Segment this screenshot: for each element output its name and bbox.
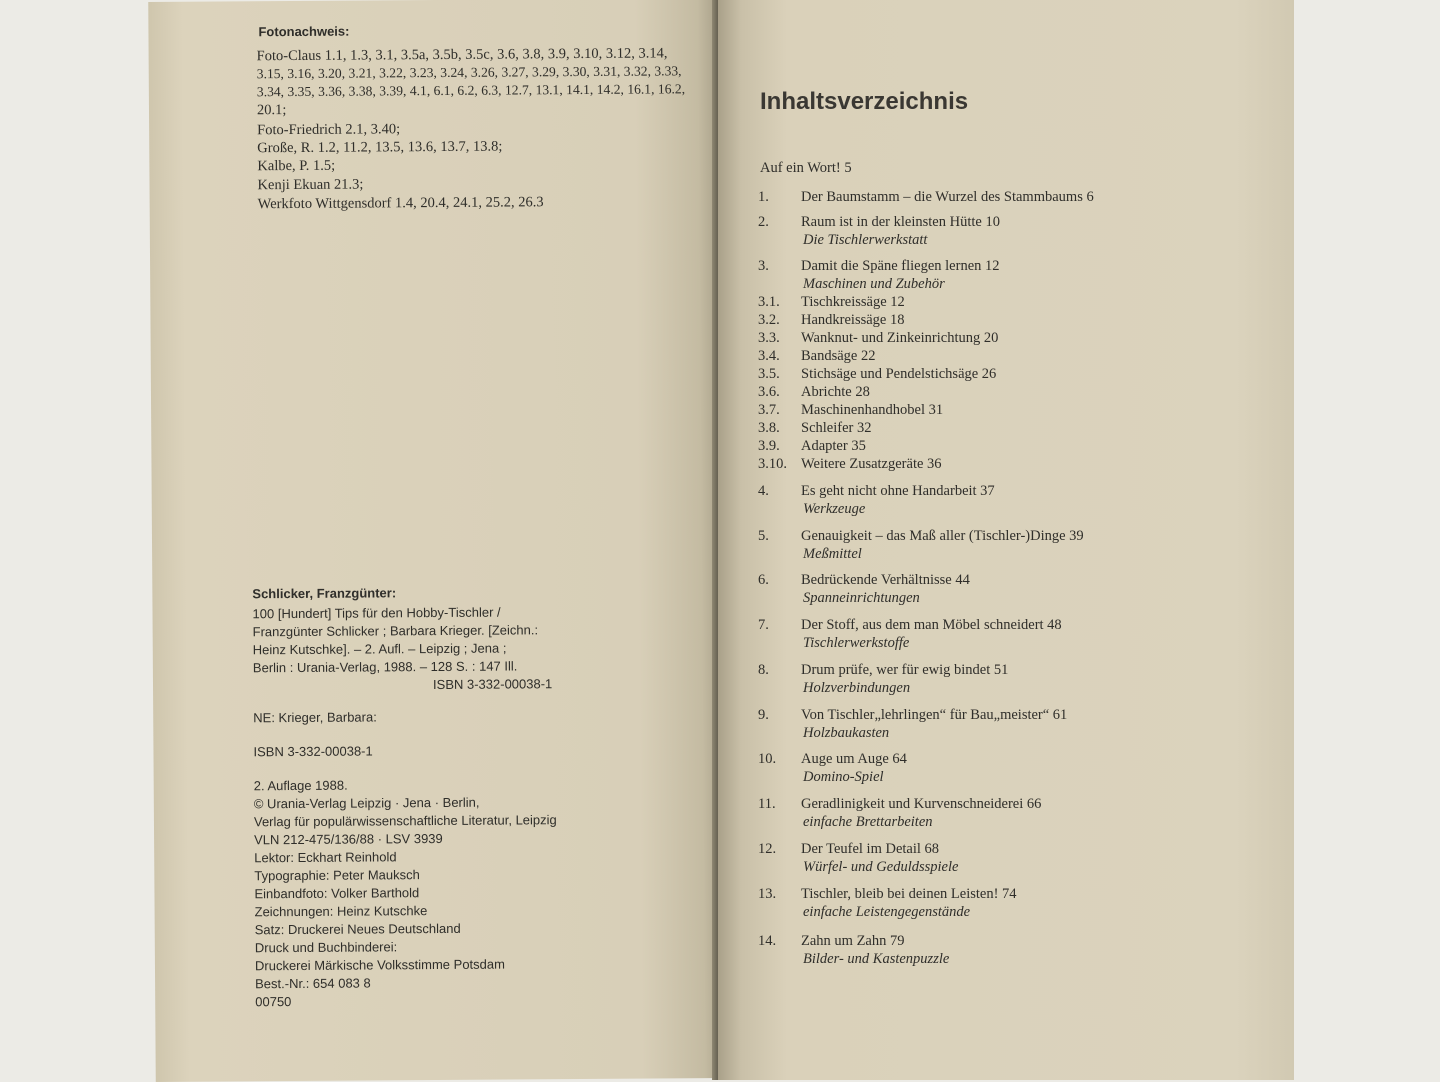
imprint-line: Druck und Buchbinderei: (254, 939, 398, 956)
imprint-line: Zeichnungen: Heinz Kutschke (254, 903, 428, 920)
photo-credits-heading: Fotonachweis: (258, 23, 350, 40)
toc-entry-title: Auge um Auge 64 (801, 751, 907, 767)
imprint-line: 2. Auflage 1988. (253, 777, 348, 794)
catalog-line: Berlin : Urania-Verlag, 1988. – 128 S. : 147 Ill. (252, 658, 518, 676)
credit-line: 3.15, 3.16, 3.20, 3.21, 3.22, 3.23, 3.24, 3.26, 3.27, 3.29, 3.30, 3.31, 3.32, 3.33, (256, 63, 682, 82)
imprint-line: Satz: Druckerei Neues Deutschland (254, 920, 461, 938)
toc-entry-title: Bedrückende Verhältnisse 44 (801, 572, 970, 588)
toc-entry-number: 10. (758, 751, 777, 767)
toc-entry-subtitle: Spanneinrichtungen (803, 590, 920, 606)
toc-entry-number: 12. (758, 841, 777, 857)
credit-line: Kenji Ekuan 21.3; (257, 176, 364, 194)
imprint-line: 00750 (255, 994, 292, 1010)
credit-line: Kalbe, P. 1.5; (257, 157, 336, 175)
catalog-ne: NE: Krieger, Barbara: (253, 709, 377, 726)
imprint-line: Verlag für populärwissenschaftliche Literatur, Leipzig (253, 812, 557, 830)
toc-entry-subtitle: Holzbaukasten (803, 725, 890, 741)
toc-entry-subtitle: Werkzeuge (803, 501, 866, 517)
toc-entry-number: 11. (758, 796, 776, 812)
toc-entry-title: Stichsäge und Pendelstichsäge 26 (801, 366, 997, 382)
toc-entry-title: Der Teufel im Detail 68 (801, 841, 940, 857)
toc-entry-subtitle: einfache Leistengegenstände (803, 904, 971, 920)
toc-intro: Auf ein Wort! 5 (760, 160, 852, 176)
catalog-author: Schlicker, Franzgünter: (252, 585, 397, 602)
imprint-line: Best.-Nr.: 654 083 8 (255, 975, 371, 992)
toc-title: Inhaltsverzeichnis (760, 88, 969, 115)
toc-entry-number: 3.6. (758, 384, 780, 400)
toc-entry-subtitle: Tischlerwerkstoffe (803, 635, 910, 651)
credit-line: 3.34, 3.35, 3.36, 3.38, 3.39, 4.1, 6.1, 6.2, 6.3, 12.7, 13.1, 14.1, 14.2, 16.1, 16.2, (256, 81, 686, 100)
imprint-line: © Urania-Verlag Leipzig · Jena · Berlin, (253, 794, 480, 812)
toc-entry-number: 3.3. (758, 330, 780, 346)
toc-entry-title: Raum ist in der kleinsten Hütte 10 (801, 214, 1000, 230)
toc-entry-subtitle: Holzverbindungen (803, 680, 911, 696)
credit-line: Werkfoto Wittgensdorf 1.4, 20.4, 24.1, 25.2, 26.3 (257, 194, 544, 213)
toc-entry-number: 2. (758, 214, 769, 230)
toc-entry-title: Von Tischler„lehrlingen“ für Bau„meister“ 61 (801, 707, 1068, 723)
toc-entry-title: Genauigkeit – das Maß aller (Tischler-)Dinge 39 (801, 528, 1084, 544)
imprint-line: Druckerei Märkische Volksstimme Potsdam (254, 956, 505, 974)
catalog-line: 100 [Hundert] Tips für den Hobby-Tischler / (252, 604, 501, 622)
imprint-line: VLN 212-475/136/88 · LSV 3939 (254, 830, 443, 848)
toc-entry-title: Drum prüfe, wer für ewig bindet 51 (801, 662, 1009, 678)
toc-entry-number: 3. (758, 258, 769, 274)
credit-line: 20.1; (256, 102, 287, 119)
toc-entry-number: 3.9. (758, 438, 780, 454)
toc-entry-title: Geradlinigkeit und Kurvenschneiderei 66 (801, 796, 1042, 812)
toc-entry-title: Abrichte 28 (801, 384, 870, 400)
toc-entry-title: Wanknut- und Zinkeinrichtung 20 (801, 330, 999, 346)
toc-entry-number: 4. (758, 483, 769, 499)
toc-entry-number: 13. (758, 886, 777, 902)
toc-entry-title: Handkreissäge 18 (801, 312, 905, 328)
toc-entry-title: Bandsäge 22 (801, 348, 876, 364)
credit-line: Foto-Claus 1.1, 1.3, 3.1, 3.5a, 3.5b, 3.5c, 3.6, 3.8, 3.9, 3.10, 3.12, 3.14, (256, 45, 668, 65)
toc-entry-subtitle: Die Tischlerwerkstatt (803, 232, 928, 248)
toc-entry-title: Damit die Späne fliegen lernen 12 (801, 258, 1000, 274)
credit-line: Foto-Friedrich 2.1, 3.40; (257, 121, 401, 139)
credit-line: Große, R. 1.2, 11.2, 13.5, 13.6, 13.7, 13.8; (257, 138, 503, 157)
toc-entry-subtitle: Domino-Spiel (803, 769, 884, 785)
left-page (148, 0, 728, 1082)
toc-entry-title: Der Stoff, aus dem man Möbel schneidert 48 (801, 617, 1062, 633)
toc-entry-subtitle: Bilder- und Kastenpuzzle (803, 951, 950, 967)
toc-entry-subtitle: Maschinen und Zubehör (803, 276, 945, 292)
isbn: ISBN 3-332-00038-1 (253, 743, 373, 760)
toc-entry-title: Tischler, bleib bei deinen Leisten! 74 (801, 886, 1017, 902)
imprint-line: Einbandfoto: Volker Barthold (254, 885, 420, 902)
toc-entry-subtitle: Meßmittel (803, 546, 862, 562)
toc-entry-title: Es geht nicht ohne Handarbeit 37 (801, 483, 995, 499)
toc-entry-number: 6. (758, 572, 769, 588)
toc-entry-subtitle: Würfel- und Geduldsspiele (803, 859, 959, 875)
toc-entry-number: 3.5. (758, 366, 780, 382)
toc-entry-number: 3.2. (758, 312, 780, 328)
toc-entry-number: 9. (758, 707, 769, 723)
imprint-line: Lektor: Eckhart Reinhold (254, 849, 397, 866)
toc-entry-number: 3.8. (758, 420, 780, 436)
toc-entry-number: 1. (758, 189, 769, 205)
catalog-line: Heinz Kutschke]. – 2. Aufl. – Leipzig ; Jena ; (252, 640, 507, 658)
toc-entry-title: Schleifer 32 (801, 420, 872, 436)
toc-entry-number: 14. (758, 933, 777, 949)
toc-entry-title: Tischkreissäge 12 (801, 294, 905, 310)
toc-entry-title: Maschinenhandhobel 31 (801, 402, 944, 418)
toc-entry-number: 7. (758, 617, 769, 633)
catalog-line: Franzgünter Schlicker ; Barbara Krieger. [Zeichn.: (252, 622, 539, 640)
catalog-isbn: ISBN 3-332-00038-1 (432, 676, 553, 693)
toc-entry-subtitle: einfache Brettarbeiten (803, 814, 933, 830)
toc-entry-number: 3.7. (758, 402, 780, 418)
toc-entry-number: 3.4. (758, 348, 780, 364)
toc-entry-title: Weitere Zusatzgeräte 36 (801, 456, 942, 472)
toc-entry-title: Der Baumstamm – die Wurzel des Stammbaums 6 (801, 189, 1094, 205)
toc-entry-number: 3.10. (758, 456, 787, 472)
imprint-line: Typographie: Peter Mauksch (254, 867, 420, 884)
toc-entry-number: 3.1. (758, 294, 780, 310)
toc-entry-title: Adapter 35 (801, 438, 866, 454)
toc-entry-number: 8. (758, 662, 769, 678)
toc-entry-title: Zahn um Zahn 79 (801, 933, 905, 949)
toc-entry-number: 5. (758, 528, 769, 544)
